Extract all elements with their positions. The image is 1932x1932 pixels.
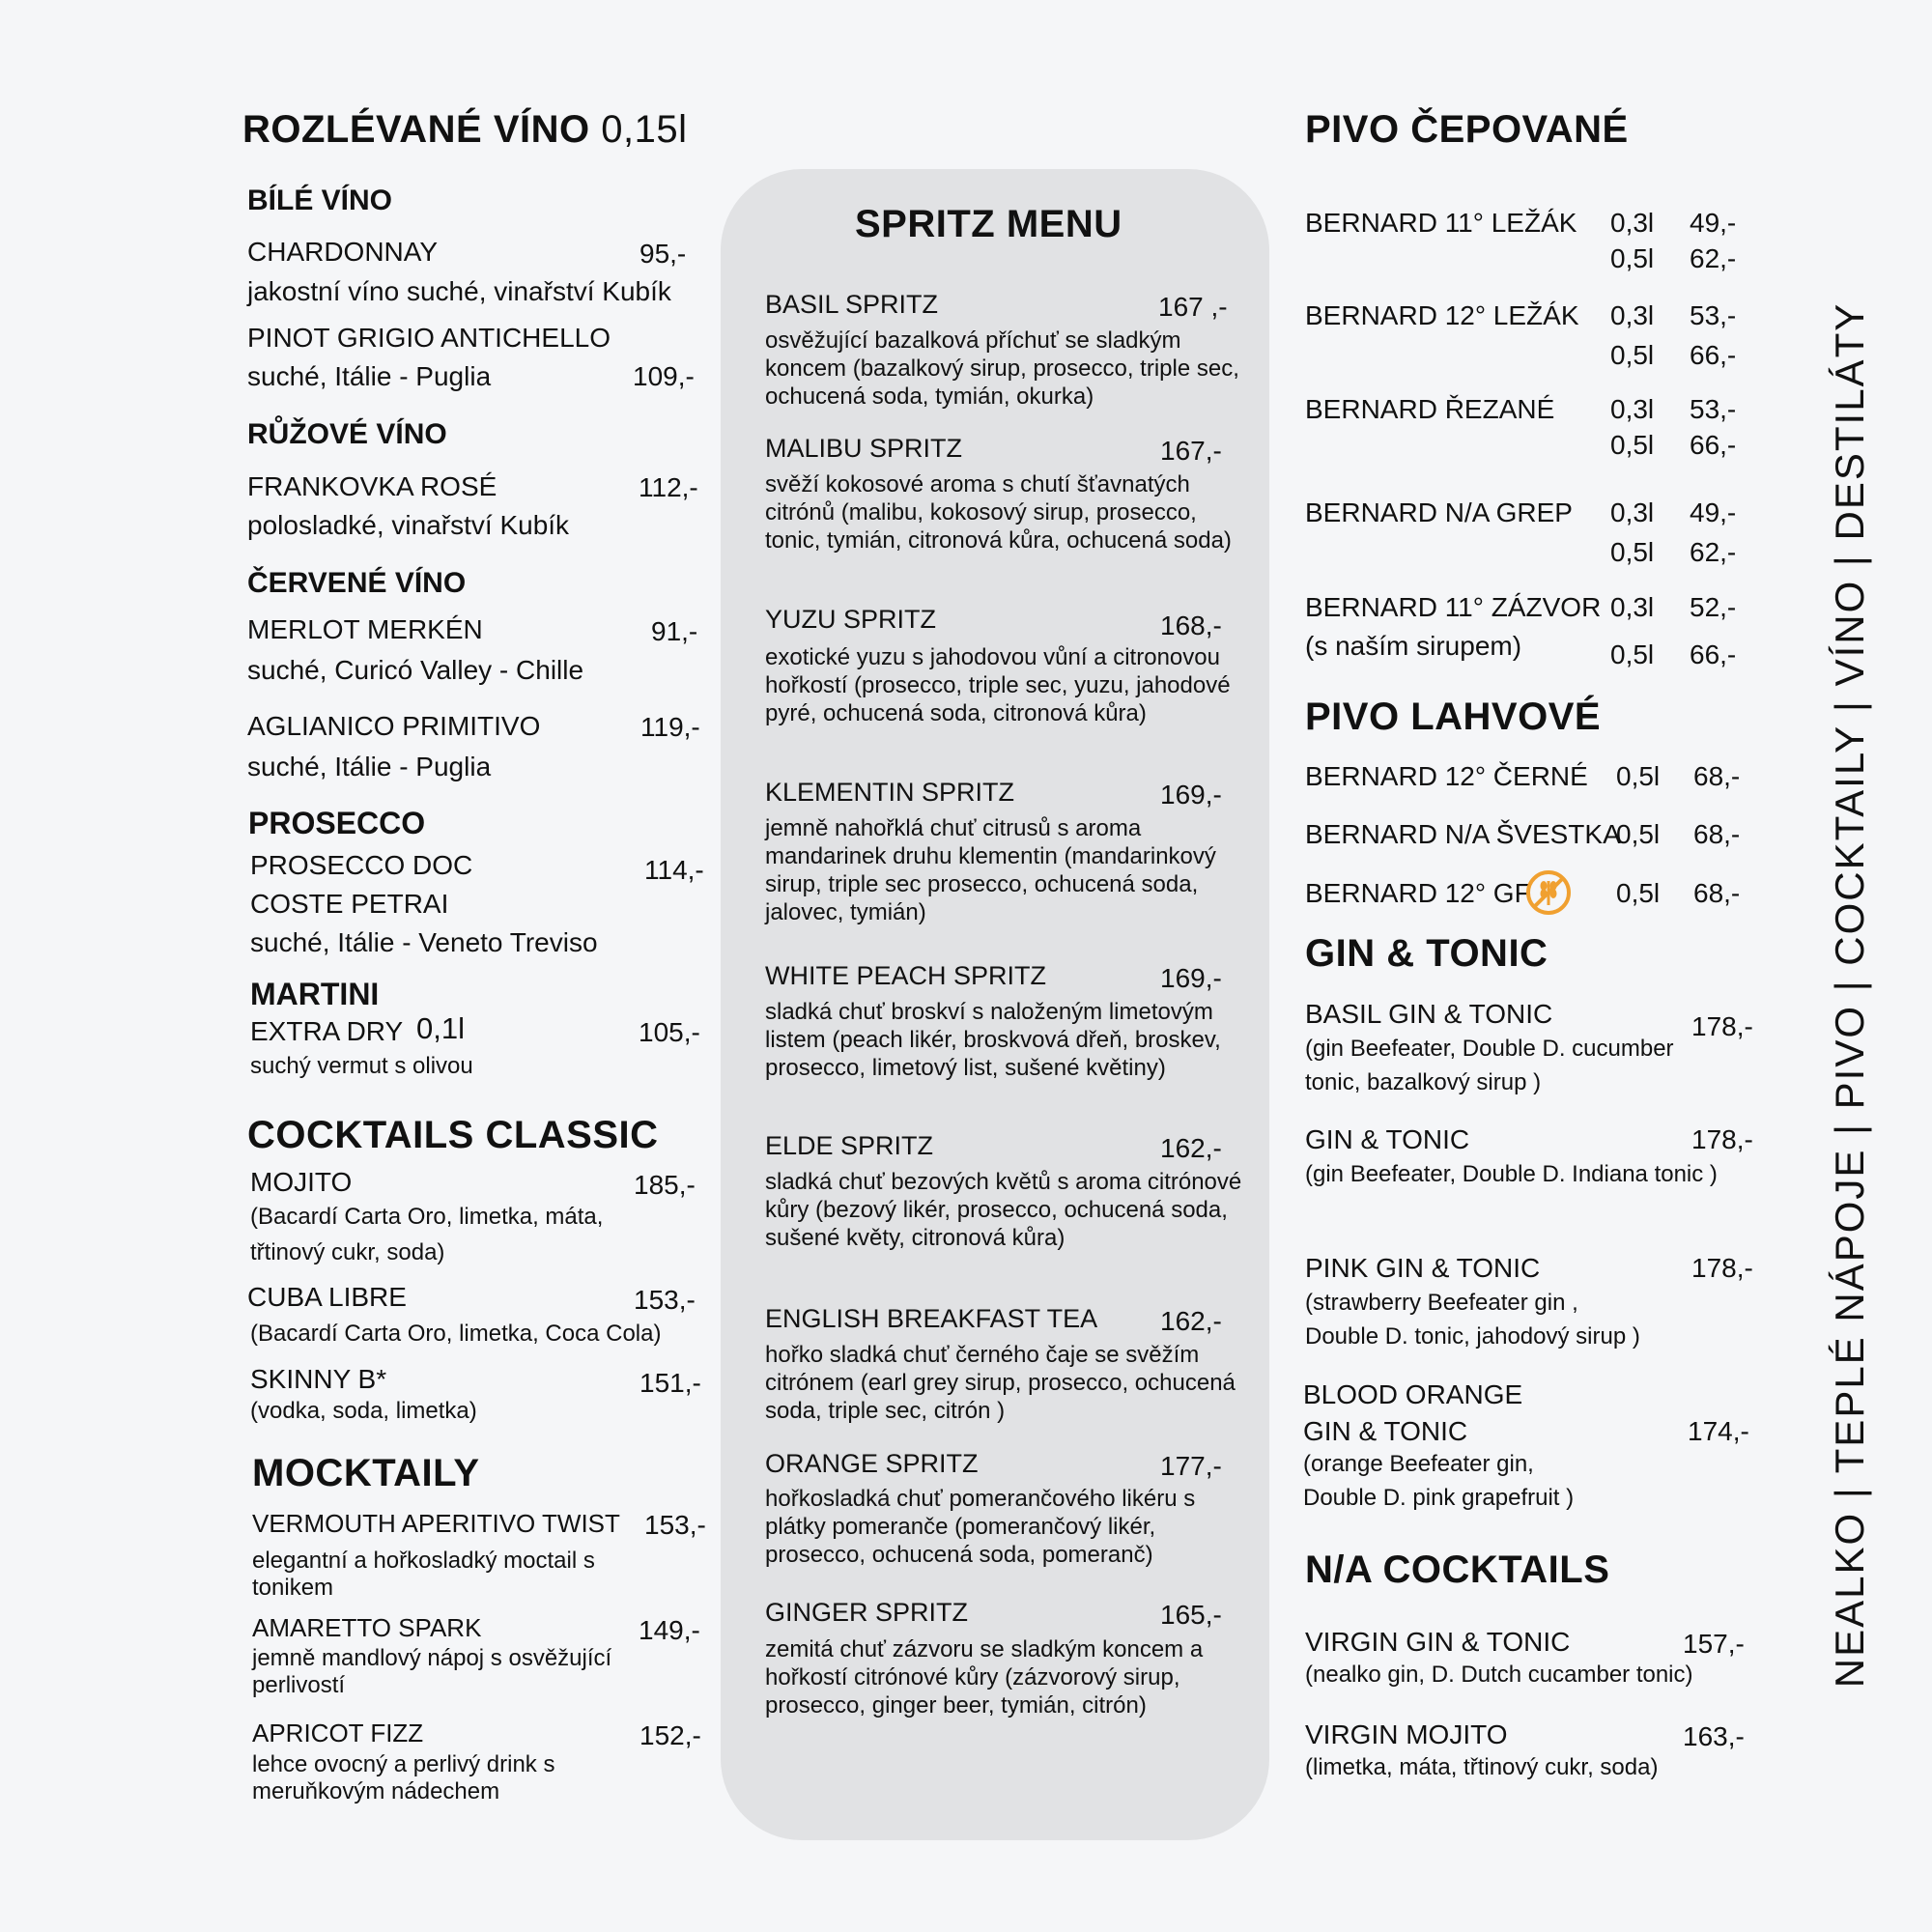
menu-item-desc: suché, Itálie - Puglia	[247, 752, 492, 781]
menu-item-price: 53,-	[1690, 300, 1737, 330]
menu-item-name: MALIBU SPRITZ	[765, 434, 963, 463]
menu-item-desc: suché, Itálie - Veneto Treviso	[250, 927, 598, 957]
menu-item-volume: 0,5l	[1610, 430, 1655, 460]
menu-item-price: 165,-	[1160, 1600, 1222, 1630]
menu-item-price: 49,-	[1690, 208, 1737, 238]
menu-item-name: APRICOT FIZZ	[252, 1719, 424, 1747]
menu-item-volume: 0,3l	[1610, 208, 1655, 238]
menu-item-price: 66,-	[1690, 430, 1737, 460]
menu-item-name: SKINNY B*	[250, 1364, 387, 1394]
menu-item-name: GIN & TONIC	[1305, 1124, 1470, 1154]
menu-item-price: 95,-	[639, 239, 687, 269]
menu-item-name: PINK GIN & TONIC	[1305, 1253, 1541, 1283]
menu-item-name: VERMOUTH APERITIVO TWIST	[252, 1509, 620, 1538]
menu-item-price: 162,-	[1160, 1306, 1222, 1336]
menu-item-price: 119,-	[640, 712, 700, 742]
menu-item-volume: 0,3l	[1610, 394, 1655, 424]
rose-wine-heading: RŮŽOVÉ VÍNO	[247, 418, 447, 450]
menu-item-desc: (strawberry Beefeater gin ,	[1305, 1290, 1578, 1316]
menu-item-name: MOJITO	[250, 1167, 353, 1197]
menu-item-price: 168,-	[1160, 611, 1222, 640]
menu-item-price: 62,-	[1690, 537, 1737, 567]
menu-item-desc: jemně nahořklá chuť citrusů s aroma mandarinek druhu klementin (mandarinkový sirup, triple sec prosecco, ochucená soda, jalovec, tymián)	[765, 815, 1216, 925]
menu-item-desc: (vodka, soda, limetka)	[250, 1398, 477, 1424]
menu-item-name: AGLIANICO PRIMITIVO	[247, 711, 541, 741]
menu-item-desc: suché, Itálie - Puglia	[247, 361, 492, 391]
menu-item-desc: (gin Beefeater, Double D. cucumber	[1305, 1036, 1674, 1062]
menu-item-volume: 0,3l	[1610, 300, 1655, 330]
menu-item-desc: (orange Beefeater gin,	[1303, 1451, 1534, 1477]
menu-item-volume: 0,5l	[1610, 639, 1655, 669]
side-category-nav: NEALKO | TEPLÉ NÁPOJE | PIVO | COCKTAILY | VÍNO | DESTILÁTY	[1827, 301, 1872, 1689]
menu-item-volume: 0,3l	[1610, 497, 1655, 527]
menu-item-price: 68,-	[1693, 819, 1741, 849]
menu-item-desc: hořkosladká chuť pomerančového likéru s plátky pomeranče (pomerančový likér, prosecco, ochucená soda, pomeranč)	[765, 1486, 1196, 1568]
menu-item-name: ENGLISH BREAKFAST TEA	[765, 1304, 1098, 1333]
menu-item-price: 68,-	[1693, 878, 1741, 908]
gin-tonic-title: GIN & TONIC	[1305, 932, 1548, 975]
menu-item-name: PROSECCO DOC	[250, 850, 473, 880]
menu-item-desc: suché, Curicó Valley - Chille	[247, 655, 584, 685]
wine-title-volume: 0,15l	[601, 108, 688, 151]
na-cocktails-title: N/A COCKTAILS	[1305, 1548, 1610, 1591]
menu-item-price: 114,-	[644, 855, 704, 885]
menu-item-price: 169,-	[1160, 780, 1222, 810]
menu-item-desc: suchý vermut s olivou	[250, 1053, 473, 1079]
menu-item-name: BERNARD ŘEZANÉ	[1305, 394, 1555, 424]
menu-item-desc: tonic, bazalkový sirup )	[1305, 1069, 1542, 1095]
prosecco-heading: PROSECCO	[248, 806, 426, 840]
menu-item-desc: (limetka, máta, třtinový cukr, soda)	[1305, 1754, 1659, 1780]
menu-item-price: 163,-	[1683, 1721, 1745, 1751]
menu-item-name: CHARDONNAY	[247, 237, 439, 267]
menu-item-desc: hořko sladká chuť černého čaje se svěžím citrónem (earl grey sirup, prosecco, ochucená soda, triple sec, citrón )	[765, 1342, 1236, 1424]
menu-item-name: BERNARD 11° ZÁZVOR	[1305, 592, 1602, 622]
menu-item-name: GIN & TONIC	[1303, 1416, 1468, 1446]
menu-item-volume: 0,5l	[1610, 243, 1655, 273]
menu-item-name: VIRGIN MOJITO	[1305, 1719, 1508, 1749]
menu-item-name: FRANKOVKA ROSÉ	[247, 471, 497, 501]
menu-item-desc: polosladké, vinařství Kubík	[247, 510, 570, 540]
menu-item-volume: 0,5l	[1616, 878, 1661, 908]
menu-item-name: BERNARD N/A ŠVESTKA	[1305, 819, 1621, 849]
menu-item-volume: 0,5l	[1616, 819, 1661, 849]
menu-item-desc: svěží kokosové aroma s chutí šťavnatých citrónů (malibu, kokosový sirup, prosecco, tonic, tymián, citronová kůra, ochucená soda)	[765, 471, 1232, 554]
menu-item-desc: lehce ovocný a perlivý drink s meruňkovým nádechem	[252, 1751, 555, 1804]
menu-item-price: 49,-	[1690, 497, 1737, 527]
menu-item-volume: 0,3l	[1610, 592, 1655, 622]
red-wine-heading: ČERVENÉ VÍNO	[247, 567, 467, 599]
menu-item-price: 162,-	[1160, 1133, 1222, 1163]
menu-item-desc: (Bacardí Carta Oro, limetka, máta,	[250, 1204, 604, 1230]
menu-item-name: AMARETTO SPARK	[252, 1613, 482, 1642]
bottle-beer-title: PIVO LAHVOVÉ	[1305, 696, 1602, 738]
menu-item-desc: exotické yuzu s jahodovou vůní a citronovou hořkostí (prosecco, triple sec, yuzu, jahodové pyré, ochucená soda, citronová kůra)	[765, 644, 1231, 726]
menu-item-price: 178,-	[1691, 1253, 1753, 1283]
menu-item-desc: sladká chuť broskví s naloženým limetovým listem (peach likér, broskvová dřeň, broskev, prosecco, limetový list, sušené květiny)	[765, 999, 1221, 1081]
menu-item-price: 177,-	[1160, 1451, 1222, 1481]
menu-item-price: 178,-	[1691, 1124, 1753, 1154]
menu-item-name: COSTE PETRAI	[250, 889, 449, 919]
menu-item-name: BERNARD 11° LEŽÁK	[1305, 208, 1577, 238]
menu-item-desc: jemně mandlový nápoj s osvěžující perlivostí	[252, 1645, 612, 1698]
menu-item-desc: zemitá chuť zázvoru se sladkým koncem a hořkostí citrónové kůry (zázvorový sirup, prosecco, ginger beer, tymián, citrón)	[765, 1636, 1204, 1719]
menu-item-desc: Double D. tonic, jahodový sirup )	[1305, 1323, 1640, 1350]
menu-item-price: 105,-	[639, 1017, 700, 1047]
menu-item-desc: (Bacardí Carta Oro, limetka, Coca Cola)	[250, 1321, 662, 1347]
menu-item-price: 91,-	[651, 616, 698, 646]
menu-item-price: 149,-	[639, 1615, 700, 1645]
menu-item-price: 167,-	[1160, 436, 1222, 466]
draft-beer-title: PIVO ČEPOVANÉ	[1305, 108, 1629, 151]
menu-item-price: 68,-	[1693, 761, 1741, 791]
menu-item-volume: 0,1l	[416, 1011, 465, 1045]
menu-item-desc: Double D. pink grapefruit )	[1303, 1485, 1575, 1511]
menu-item-price: 151,-	[639, 1368, 701, 1398]
menu-item-price: 109,-	[633, 361, 695, 391]
menu-item-price: 153,-	[634, 1285, 696, 1315]
menu-item-name: BERNARD 12° ČERNÉ	[1305, 761, 1588, 791]
menu-item-name: MERLOT MERKÉN	[247, 614, 483, 644]
menu-item-desc: třtinový cukr, soda)	[250, 1239, 445, 1265]
menu-item-name: BERNARD 12° GF	[1305, 878, 1531, 908]
menu-item-price: 53,-	[1690, 394, 1737, 424]
menu-item-volume: 0,5l	[1616, 761, 1661, 791]
menu-item-name: YUZU SPRITZ	[765, 605, 937, 634]
menu-item-name: PINOT GRIGIO ANTICHELLO	[247, 323, 611, 353]
menu-item-price: 52,-	[1690, 592, 1737, 622]
menu-item-name: BERNARD 12° LEŽÁK	[1305, 300, 1579, 330]
menu-item-desc: (nealko gin, D. Dutch cucamber tonic)	[1305, 1662, 1693, 1688]
menu-item-price: 153,-	[644, 1510, 706, 1540]
spritz-title: SPRITZ MENU	[855, 203, 1122, 245]
menu-item-price: 185,-	[634, 1170, 696, 1200]
menu-item-price: 169,-	[1160, 963, 1222, 993]
menu-item-name: CUBA LIBRE	[247, 1282, 407, 1312]
menu-item-desc: jakostní víno suché, vinařství Kubík	[247, 276, 671, 306]
menu-item-name: BASIL SPRITZ	[765, 290, 939, 319]
menu-item-name: ORANGE SPRITZ	[765, 1449, 979, 1478]
menu-item-price: 174,-	[1688, 1416, 1749, 1446]
white-wine-heading: BÍLÉ VÍNO	[247, 185, 393, 216]
menu-item-price: 157,-	[1683, 1629, 1745, 1659]
menu-item-volume: 0,5l	[1610, 340, 1655, 370]
menu-item-desc: sladká chuť bezových květů s aroma citrónové kůry (bezový likér, prosecco, ochucená soda, sušené květy, citronová kůra)	[765, 1169, 1242, 1251]
cocktails-title: COCKTAILS CLASSIC	[247, 1114, 659, 1156]
menu-item-desc: (gin Beefeater, Double D. Indiana tonic )	[1305, 1161, 1718, 1187]
menu-item-price: 112,-	[639, 472, 698, 502]
menu-item-price: 66,-	[1690, 639, 1737, 669]
menu-item-desc: elegantní a hořkosladký moctail s tonikem	[252, 1548, 595, 1601]
menu-item-desc: osvěžující bazalková příchuť se sladkým koncem (bazalkový sirup, prosecco, triple sec, ochucená soda, tymián, okurka)	[765, 327, 1239, 410]
menu-item-volume: 0,5l	[1610, 537, 1655, 567]
menu-item-desc: (s naším sirupem)	[1305, 631, 1522, 661]
menu-item-price: 62,-	[1690, 243, 1737, 273]
menu-item-name: EXTRA DRY	[250, 1016, 404, 1046]
menu-item-price: 178,-	[1691, 1011, 1753, 1041]
menu-item-name: VIRGIN GIN & TONIC	[1305, 1627, 1571, 1657]
menu-item-price: 66,-	[1690, 340, 1737, 370]
menu-item-name: BLOOD ORANGE	[1303, 1379, 1523, 1409]
mocktails-title: MOCKTAILY	[252, 1452, 480, 1494]
menu-item-name: KLEMENTIN SPRITZ	[765, 778, 1015, 807]
menu-item-name: ELDE SPRITZ	[765, 1131, 934, 1160]
menu-item-name: BASIL GIN & TONIC	[1305, 999, 1553, 1029]
menu-item-name: WHITE PEACH SPRITZ	[765, 961, 1047, 990]
menu-item-price: 167 ,-	[1158, 292, 1228, 322]
martini-heading: MARTINI	[250, 977, 380, 1011]
menu-item-price: 152,-	[639, 1720, 701, 1750]
gluten-free-icon	[1526, 870, 1571, 915]
wine-title: ROZLÉVANÉ VÍNO 0,15l	[242, 108, 688, 151]
menu-item-name: BERNARD N/A GREP	[1305, 497, 1573, 527]
menu-item-name: GINGER SPRITZ	[765, 1598, 969, 1627]
